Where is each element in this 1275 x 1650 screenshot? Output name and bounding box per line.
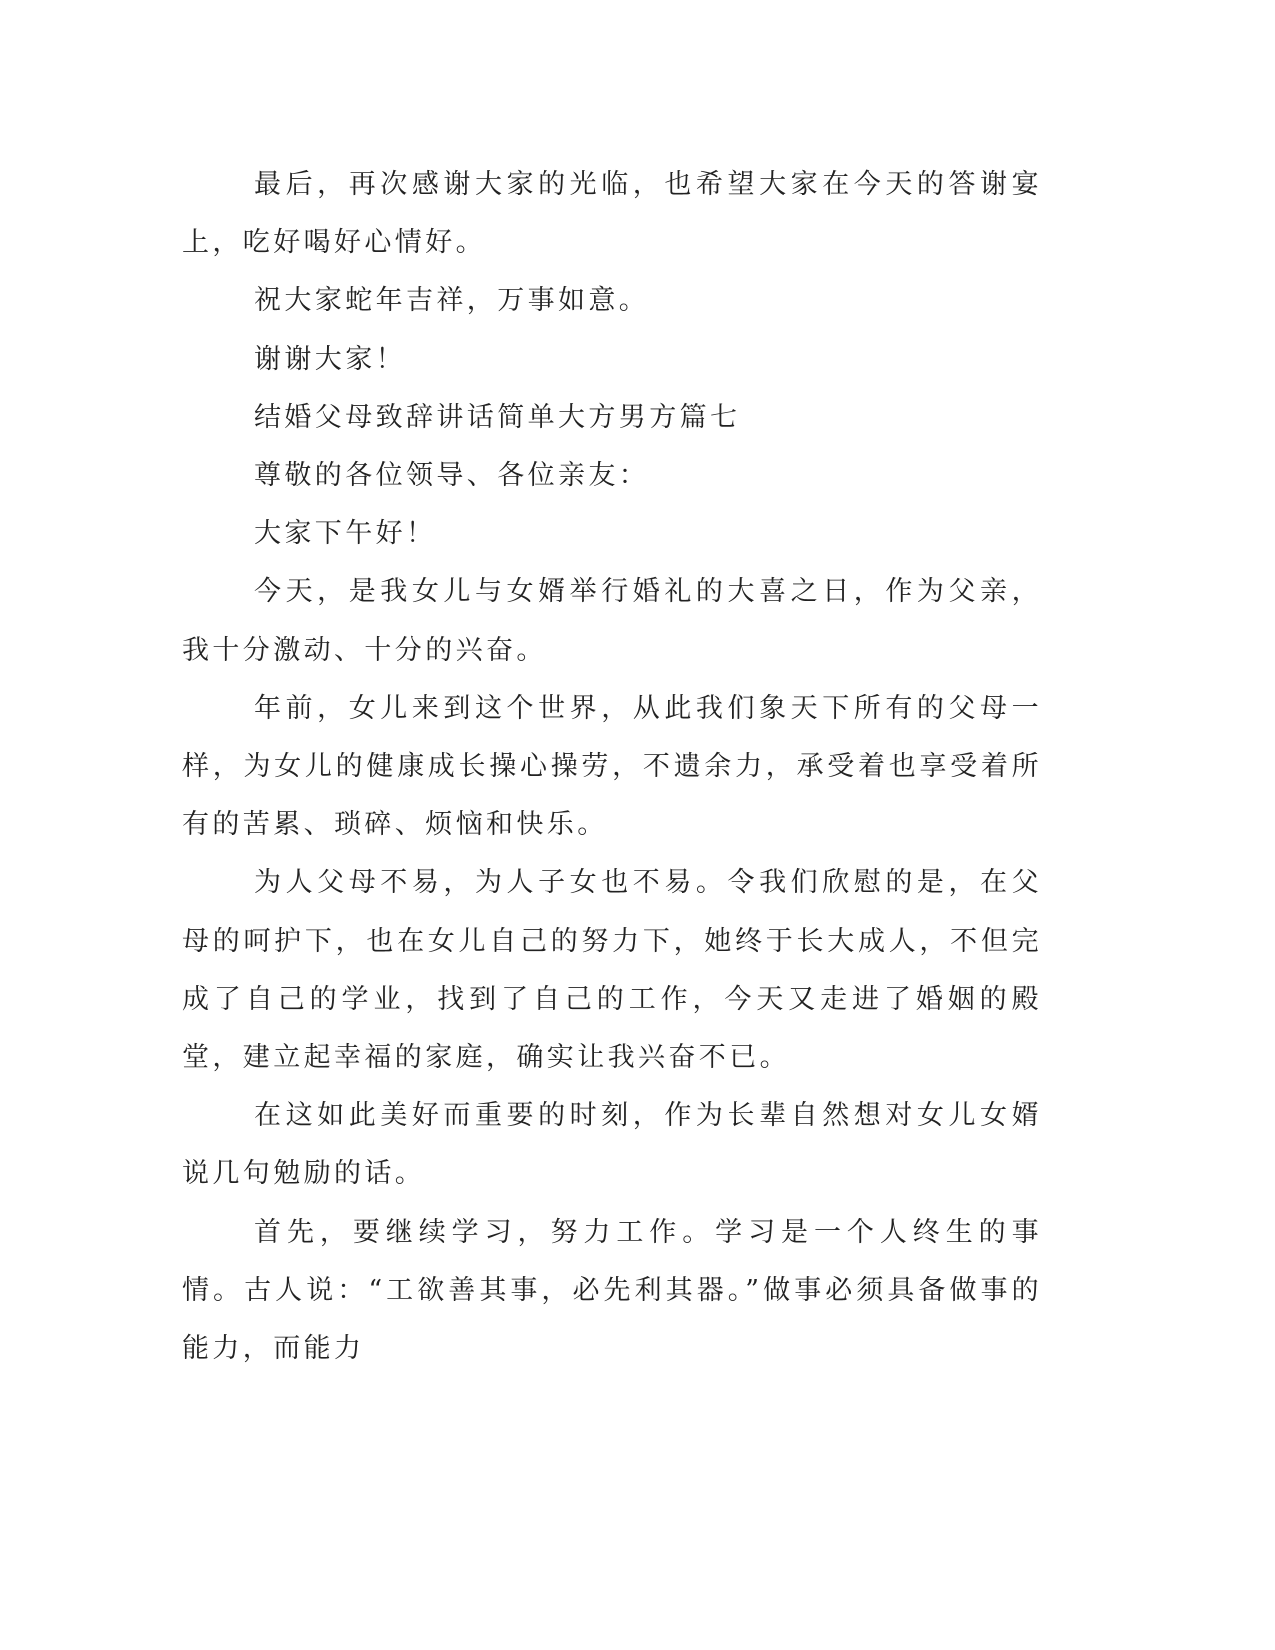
paragraph-daughter-birth: 年前，女儿来到这个世界，从此我们象天下所有的父母一样，为女儿的健康成长操心操劳，不遗余力，承受着也享受着所有的苦累、琐碎、烦恼和快乐。	[182, 692, 1042, 841]
paragraph-first-advice: 首先，要继续学习，努力工作。学习是一个人终生的事情。古人说：“工欲善其事，必先利其器。”做事必须具备做事的能力，而能力	[182, 1216, 1042, 1365]
paragraph-wedding-day: 今天，是我女儿与女婿举行婚礼的大喜之日，作为父亲，我十分激动、十分的兴奋。	[182, 576, 1042, 666]
paragraph-blessing: 祝大家蛇年吉祥，万事如意。	[254, 285, 650, 317]
document-body	[182, 156, 1042, 1378]
paragraph-parenting: 为人父母不易，为人子女也不易。令我们欣慰的是，在父母的呵护下，也在女儿自己的努力下，她终于长大成人，不但完成了自己的学业，找到了自己的工作，今天又走进了婚姻的殿堂，建立起幸福的家庭，确实让我兴奋不已。	[182, 867, 1042, 1074]
paragraph-closing-thanks: 最后，再次感谢大家的光临，也希望大家在今天的答谢宴上，吃好喝好心情好。	[182, 169, 1042, 259]
section-heading: 结婚父母致辞讲话简单大方男方篇七	[254, 401, 741, 433]
paragraph-salutation: 尊敬的各位领导、各位亲友：	[254, 460, 650, 492]
paragraph-thank-you: 谢谢大家！	[254, 343, 406, 375]
paragraph-encouragement: 在这如此美好而重要的时刻，作为长辈自然想对女儿女婿说几句勉励的话。	[182, 1100, 1042, 1190]
paragraph-greeting: 大家下午好！	[254, 518, 437, 550]
